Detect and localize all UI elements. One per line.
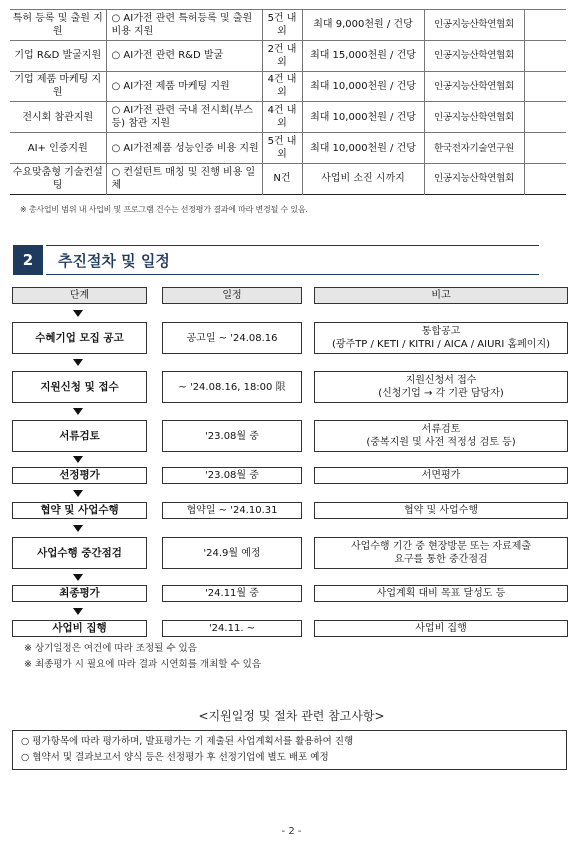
support-table-row bbox=[10, 133, 566, 164]
process-step-stage: 사업비 집행 bbox=[12, 620, 147, 637]
process-step-note: 사업수행 기간 중 현장방문 또는 자료제출 요구를 통한 중간점검 bbox=[314, 537, 568, 569]
support-org-cell: 인공지능산학연협회 bbox=[424, 71, 524, 102]
support-org-cell: 인공지능산학연협회 bbox=[424, 102, 524, 133]
support-org-cell: 인공지능산학연협회 bbox=[424, 163, 524, 194]
reference-item-2: ○ 협약서 및 결과보고서 양식 등은 선정평가 후 선정기업에 별도 배포 예정 bbox=[21, 752, 329, 763]
process-step-schedule: 협약일 ~ '24.10.31 bbox=[162, 502, 302, 519]
process-step-note: 서류검토 (중복지원 및 사전 적정성 검토 등) bbox=[314, 420, 568, 452]
support-amount-cell: 최대 15,000천원 / 건당 bbox=[302, 40, 424, 71]
process-step-schedule: '23.08월 중 bbox=[162, 467, 302, 484]
process-step-note: 통합공고 (광주TP / KETI / KITRI / AICA / AIURI 홈페이지) bbox=[314, 322, 568, 354]
support-count-cell: N건 bbox=[262, 163, 302, 194]
process-note-2: ※ 최종평가 시 필요에 따라 결과 시연회를 개최할 수 있음 bbox=[24, 659, 262, 670]
flow-arrow-icon bbox=[73, 456, 83, 463]
support-blank-cell bbox=[524, 163, 566, 194]
support-blank-cell bbox=[524, 10, 566, 41]
process-step-schedule: '24.11월 중 bbox=[162, 585, 302, 602]
support-desc-cell: ○ AI가전제품 성능인증 비용 지원 bbox=[106, 133, 262, 164]
reference-item-1: ○ 평가항목에 따라 평가하며, 발표평가는 기 제출된 사업계획서를 활용하여 진행 bbox=[21, 736, 354, 747]
process-step-note: 서면평가 bbox=[314, 467, 568, 484]
support-program-table bbox=[10, 9, 566, 195]
support-org-cell: 한국전자기술연구원 bbox=[424, 133, 524, 164]
section-rule-top bbox=[46, 245, 539, 246]
support-category-cell: 전시회 참관지원 bbox=[10, 102, 106, 133]
support-blank-cell bbox=[524, 71, 566, 102]
support-table-row bbox=[10, 71, 566, 102]
flow-arrow-icon bbox=[73, 408, 83, 415]
support-org-cell: 인공지능산학연협회 bbox=[424, 40, 524, 71]
process-step-schedule: 공고일 ~ '24.08.16 bbox=[162, 322, 302, 354]
support-count-cell: 4건 내외 bbox=[262, 71, 302, 102]
support-amount-cell: 최대 9,000천원 / 건당 bbox=[302, 10, 424, 41]
process-step-stage: 최종평가 bbox=[12, 585, 147, 602]
process-step-stage: 지원신청 및 접수 bbox=[12, 371, 147, 403]
support-table-footnote: ※ 총사업비 범위 내 사업비 및 프로그램 건수는 선정평가 결과에 따라 변경될 수 있음. bbox=[20, 205, 308, 214]
process-step-note: 협약 및 사업수행 bbox=[314, 502, 568, 519]
process-step-schedule: '23.08월 중 bbox=[162, 420, 302, 452]
support-category-cell: 기업 R&D 발굴지원 bbox=[10, 40, 106, 71]
support-category-cell: 특허 등록 및 출원 지원 bbox=[10, 10, 106, 41]
support-table-row bbox=[10, 10, 566, 41]
process-note-1: ※ 상기일정은 여건에 따라 조정될 수 있음 bbox=[24, 643, 197, 654]
process-step-schedule: '24.11. ~ bbox=[162, 620, 302, 637]
support-category-cell: 수요맞춤형 기술컨설팅 bbox=[10, 163, 106, 194]
support-desc-cell: ○ AI가전 제품 마케팅 지원 bbox=[106, 71, 262, 102]
support-desc-cell: ○ 컨설턴트 매칭 및 진행 비용 일체 bbox=[106, 163, 262, 194]
process-step-note: 사업비 집행 bbox=[314, 620, 568, 637]
section-rule-bottom bbox=[46, 274, 539, 275]
process-header-note: 비고 bbox=[314, 287, 568, 304]
support-table-row bbox=[10, 163, 566, 194]
flow-arrow-icon bbox=[73, 608, 83, 615]
section-title: 추진절차 및 일정 bbox=[58, 252, 170, 270]
flow-arrow-icon bbox=[73, 359, 83, 366]
support-table-row bbox=[10, 102, 566, 133]
support-count-cell: 5건 내외 bbox=[262, 133, 302, 164]
process-step-stage: 서류검토 bbox=[12, 420, 147, 452]
section-number: 2 bbox=[13, 245, 43, 275]
section-header bbox=[13, 245, 539, 275]
process-step-stage: 협약 및 사업수행 bbox=[12, 502, 147, 519]
process-step-note: 지원신청서 접수 (신청기업 → 각 기관 담당자) bbox=[314, 371, 568, 403]
process-step-schedule: ~ '24.08.16, 18:00 限 bbox=[162, 371, 302, 403]
flow-arrow-icon bbox=[73, 310, 83, 317]
process-step-stage: 선정평가 bbox=[12, 467, 147, 484]
support-amount-cell: 최대 10,000천원 / 건당 bbox=[302, 133, 424, 164]
flow-arrow-icon bbox=[73, 574, 83, 581]
support-org-cell: 인공지능산학연협회 bbox=[424, 10, 524, 41]
support-blank-cell bbox=[524, 102, 566, 133]
support-category-cell: 기업 제품 마케팅 지원 bbox=[10, 71, 106, 102]
support-blank-cell bbox=[524, 133, 566, 164]
support-count-cell: 4건 내외 bbox=[262, 102, 302, 133]
process-step-stage: 사업수행 중간점검 bbox=[12, 537, 147, 569]
support-desc-cell: ○ AI가전 관련 특허등록 및 출원비용 지원 bbox=[106, 10, 262, 41]
process-step-schedule: '24.9월 예정 bbox=[162, 537, 302, 569]
reference-title: <지원일정 및 절차 관련 참고사항> bbox=[198, 709, 385, 723]
flow-arrow-icon bbox=[73, 490, 83, 497]
process-step-note: 사업계획 대비 목표 달성도 등 bbox=[314, 585, 568, 602]
support-table-row bbox=[10, 40, 566, 71]
flow-arrow-icon bbox=[73, 525, 83, 532]
support-count-cell: 5건 내외 bbox=[262, 10, 302, 41]
process-header-schedule: 일정 bbox=[162, 287, 302, 304]
support-category-cell: AI+ 인증지원 bbox=[10, 133, 106, 164]
support-count-cell: 2건 내외 bbox=[262, 40, 302, 71]
support-amount-cell: 사업비 소진 시까지 bbox=[302, 163, 424, 194]
page-number: - 2 - bbox=[281, 826, 302, 837]
reference-box bbox=[12, 730, 567, 770]
support-desc-cell: ○ AI가전 관련 R&D 발굴 bbox=[106, 40, 262, 71]
support-amount-cell: 최대 10,000천원 / 건당 bbox=[302, 71, 424, 102]
support-desc-cell: ○ AI가전 관련 국내 전시회(부스 등) 참관 지원 bbox=[106, 102, 262, 133]
support-amount-cell: 최대 10,000천원 / 건당 bbox=[302, 102, 424, 133]
process-step-stage: 수혜기업 모집 공고 bbox=[12, 322, 147, 354]
support-blank-cell bbox=[524, 40, 566, 71]
process-header-stage: 단계 bbox=[12, 287, 147, 304]
